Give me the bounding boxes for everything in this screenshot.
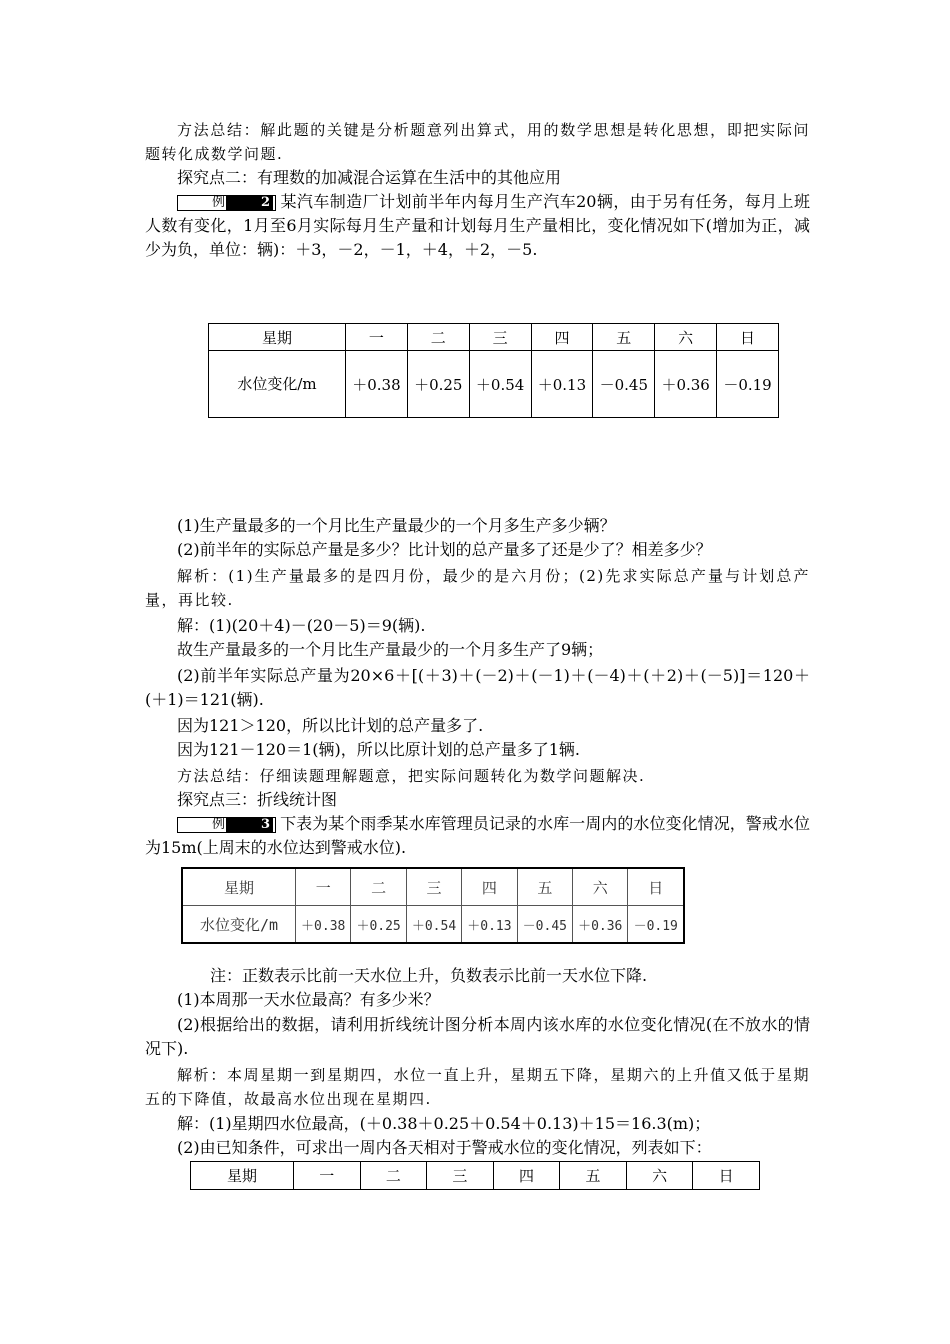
question-2: (2)前半年的实际总产量是多少？比计划的总产量多了还是少了？相差多少？ xyxy=(177,540,712,559)
table-cell: 一 xyxy=(346,324,408,351)
example-2-badge: 例 2 xyxy=(177,195,276,211)
analysis-3: 解析：本周星期一到星期四，水位一直上升，星期五下降，星期六的上升值又低于星期五的下降值，故最高水位出现在星期四. xyxy=(145,1066,810,1108)
table-cell: 四 xyxy=(531,324,593,351)
table-cell: 六 xyxy=(626,1162,693,1190)
table-cell: 四 xyxy=(493,1162,560,1190)
table-cell: ＋0.36 xyxy=(573,906,628,944)
question-3: (1)本周那一天水位最高？有多少米？ xyxy=(177,990,440,1009)
question-4: (2)根据给出的数据，请利用折线统计图分析本周内该水库的水位变化情况(在不放水的情况下). xyxy=(145,1015,810,1058)
solution-line-1: 解：(1)(20＋4)－(20－5)＝9(辆). xyxy=(177,616,426,635)
table-cell: 六 xyxy=(573,868,628,906)
note: 注：正数表示比前一天水位上升，负数表示比前一天水位下降. xyxy=(210,966,648,985)
table-cell: 六 xyxy=(655,324,717,351)
method-summary-2: 方法总结：仔细读题理解题意，把实际问题转化为数学问题解决. xyxy=(177,767,646,785)
table-cell: ＋0.13 xyxy=(462,906,517,944)
table-cell: ＋0.13 xyxy=(531,351,593,418)
solution-line-4: 因为121＞120，所以比计划的总产量多了. xyxy=(177,716,484,735)
solution-line-3: (2)前半年实际总产量为20×6＋[(＋3)＋(－2)＋(－1)＋(－4)＋(＋2)＋(－5)]＝120＋(＋1)＝121(辆). xyxy=(145,666,810,709)
table-row-label: 水位变化/m xyxy=(209,351,346,418)
table-cell: 一 xyxy=(296,868,351,906)
table-cell: －0.45 xyxy=(593,351,655,418)
table-cell: 五 xyxy=(560,1162,627,1190)
analysis-2: 解析：(1)生产量最多的是四月份，最少的是六月份；(2)先求实际总产量与计划总产量，再比较. xyxy=(145,567,810,609)
table-cell: 二 xyxy=(407,324,469,351)
example-3 xyxy=(145,812,810,860)
solution-line-2: 故生产量最多的一个月比生产量最少的一个月多生产了9辆； xyxy=(177,640,604,659)
water-level-table-2 xyxy=(181,867,685,944)
table-cell: ＋0.54 xyxy=(469,351,531,418)
solution-line-5: 因为121－120＝1(辆)，所以比原计划的总产量多了1辆. xyxy=(177,740,581,759)
table-cell: ＋0.25 xyxy=(351,906,406,944)
solution-line-7: (2)由已知条件，可求出一周内各天相对于警戒水位的变化情况，列表如下： xyxy=(177,1138,712,1157)
table-cell: 星期 xyxy=(182,868,296,906)
table-cell: －0.19 xyxy=(717,351,779,418)
section-heading-3: 探究点三：折线统计图 xyxy=(177,790,338,809)
table-cell: 三 xyxy=(469,324,531,351)
table-cell: 星期 xyxy=(191,1162,294,1190)
table-cell: 星期 xyxy=(209,324,346,351)
table-cell: 二 xyxy=(360,1162,427,1190)
table-row xyxy=(209,351,779,418)
table-cell: ＋0.38 xyxy=(346,351,408,418)
table-header-row xyxy=(209,324,779,351)
question-1: (1)生产量最多的一个月比生产量最少的一个月多生产多少辆？ xyxy=(177,516,616,535)
water-level-table-1 xyxy=(208,323,779,418)
table-cell: 一 xyxy=(294,1162,361,1190)
example-3-text: 下表为某个雨季某水库管理员记录的水库一周内的水位变化情况，警戒水位为15m(上周末的水位达到警戒水位). xyxy=(145,814,810,857)
solution-line-6: 解：(1)星期四水位最高，(＋0.38＋0.25＋0.54＋0.13)＋15＝16.3(m)； xyxy=(177,1114,711,1133)
table-cell: 三 xyxy=(406,868,461,906)
table-cell: ＋0.38 xyxy=(296,906,351,944)
table-cell: 二 xyxy=(351,868,406,906)
example-3-badge: 例 3 xyxy=(177,817,276,833)
table-cell: 四 xyxy=(462,868,517,906)
table-cell: 日 xyxy=(717,324,779,351)
relative-level-table xyxy=(190,1161,760,1190)
table-header-row xyxy=(191,1162,760,1190)
table-row xyxy=(182,906,684,944)
table-cell: 日 xyxy=(693,1162,760,1190)
table-cell: 五 xyxy=(517,868,572,906)
method-summary-1: 方法总结：解此题的关键是分析题意列出算式，用的数学思想是转化思想，即把实际问题转化成数学问题. xyxy=(145,121,810,163)
example-2-text: 某汽车制造厂计划前半年内每月生产汽车20辆，由于另有任务，每月上班人数有变化，1月至6月实际每月生产量和计划每月生产量相比，变化情况如下(增加为正，减少为负，单位：辆)：＋3，－2，－1，＋4，＋2，－5. xyxy=(145,192,810,259)
table-cell: 日 xyxy=(628,868,684,906)
table-row-label: 水位变化/m xyxy=(182,906,296,944)
table-cell: －0.19 xyxy=(628,906,684,944)
table-cell: ＋0.54 xyxy=(406,906,461,944)
table-cell: 三 xyxy=(427,1162,494,1190)
table-cell: ＋0.36 xyxy=(655,351,717,418)
table-cell: －0.45 xyxy=(517,906,572,944)
example-2 xyxy=(145,190,810,262)
table-cell: ＋0.25 xyxy=(407,351,469,418)
table-cell: 五 xyxy=(593,324,655,351)
section-heading-2: 探究点二：有理数的加减混合运算在生活中的其他应用 xyxy=(177,168,562,187)
table-header-row xyxy=(182,868,684,906)
